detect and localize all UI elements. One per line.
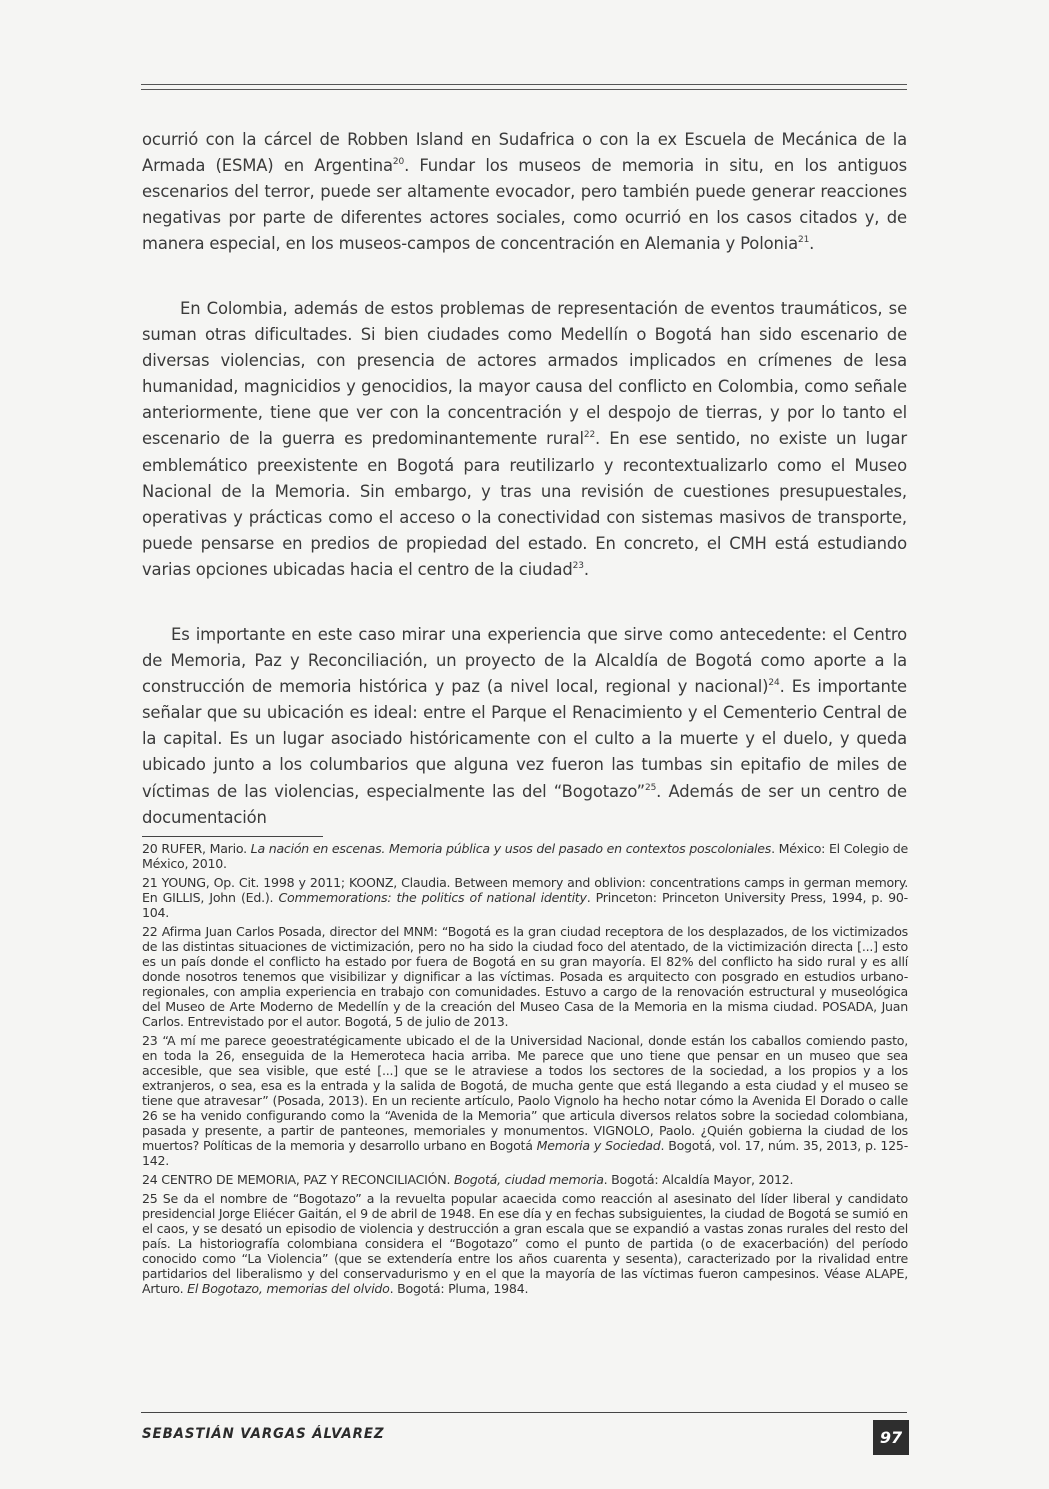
text-run: ocurrió con la cárcel de Robben Island en Sudafrica o con la ex Escuela de Mecánica de la Armada (ESMA) en Argentina bbox=[142, 130, 907, 176]
text-run: . Es importante señalar que su ubicación es ideal: entre el Parque el Renacimiento y el Cementerio Central de la capital. Es un lugar asociado históricamente con el culto a la muerte y el duelo, y queda ubicado junto a los columbarios que alguna vez fueron las tumbas sin epitafio de miles de víctimas de las violencias, especialmente las del “Bogotazo” bbox=[142, 677, 907, 801]
paragraph-2 bbox=[142, 296, 907, 583]
footnotes bbox=[142, 841, 908, 1300]
italic-title: La nación en escenas. Memoria pública y usos del pasado en contextos poscoloniales bbox=[250, 841, 772, 856]
text-run: En Colombia, además de estos problemas de representación de eventos traumáticos, se suman otras dificultades. Si bien ciudades como Medellín o Bogotá han sido escenario de diversas violencias, con presencia de actores armados implicados en crímenes de lesa humanidad, magnicidios y genocidios, la mayor causa del conflicto en Colombia, como señale anteriormente, tiene que ver con la concentración y el despojo de tierras, y por lo tanto el escenario de la guerra es predominantemente rural bbox=[142, 299, 907, 449]
header-rule-upper bbox=[141, 84, 907, 85]
paragraph-1 bbox=[142, 127, 907, 257]
footnote-ref: 20 bbox=[392, 157, 405, 168]
paragraph-3 bbox=[142, 622, 907, 831]
italic-title: Memoria y Sociedad bbox=[536, 1138, 661, 1153]
footnote-23 bbox=[142, 1033, 908, 1168]
page-number: 97 bbox=[873, 1420, 909, 1455]
footnote-22 bbox=[142, 924, 908, 1029]
footnote-ref: 25 bbox=[645, 782, 657, 793]
text-run: . bbox=[583, 559, 589, 579]
footnote-separator bbox=[142, 836, 323, 837]
footnote-ref: 24 bbox=[768, 678, 780, 689]
text-run: . bbox=[809, 234, 815, 254]
text-run: 25 Se da el nombre de “Bogotazo” a la revuelta popular acaecida como reacción al asesinato del líder liberal y candidato presidencial Jorge Eliécer Gaitán, el 9 de abril de 1948. En ese día y en fechas subsiguientes, la ciudad de Bogotá se sumió en el caos, y se desató un episodio de violencia y destrucción a gran escala que se expandió a vastas zonas rurales del resto del país. La historiografía colombiana considera el “Bogotazo” como el punto de partida (o de exacerbación) del período conocido como “La Violencia” (que se extendería entre los años cuarenta y sesenta), caracterizado por la rivalidad entre partidarios del liberalismo y del conservadurismo y en el que la mayoría de las víctimas fueron campesinos. Véase ALAPE, Arturo. bbox=[142, 1191, 908, 1296]
text-run: . Bogotá: Pluma, 1984. bbox=[389, 1281, 529, 1296]
italic-title: Bogotá, ciudad memoria bbox=[453, 1172, 604, 1187]
footer-author: SEBASTIÁN VARGAS ÁLVAREZ bbox=[142, 1426, 385, 1442]
text-run: 23 “A mí me parece geoestratégicamente ubicado el de la Universidad Nacional, donde están los caballos comiendo pasto, en toda la 26, enseguida de la Hemeroteca hacia arriba. Me parece que uno tiene que pensar en un museo que sea accesible, que sea visible, que esté [...] que se le atraviese a todos los sectores de la sociedad, a los propios y a los extranjeros, o sea, esa es la entrada y la salida de Bogotá, de mucha gente que está llegando a esta ciudad y el museo se tiene que atravesar” (Posada, 2013). En un reciente artículo, Paolo Vignolo ha hecho notar cómo la Avenida El Dorado o calle 26 se ha venido configurando como la “Avenida de la Memoria” que articula diversos relatos sobre la sociedad colombiana, pasada y presente, a partir de panteones, memoriales y monumentos. VIGNOLO, Paolo. ¿Quién gobierna la ciudad de los muertos? Políticas de la memoria y desarrollo urbano en Bogotá bbox=[142, 1033, 908, 1153]
text-run: . Princeton: Princeton University Press, 1994, p. 90-104. bbox=[142, 890, 908, 920]
text-run: . México: El Colegio de México, 2010. bbox=[142, 841, 909, 871]
footnote-24 bbox=[142, 1172, 908, 1187]
footnote-ref: 21 bbox=[798, 235, 810, 246]
text-run: . Fundar los museos de memoria in situ, en los antiguos escenarios del terror, puede ser altamente evocador, pero también puede generar reacciones negativas por parte de diferentes actores sociales, como ocurrió en los casos citados y, de manera especial, en los museos-campos de concentración en Alemania y Polonia bbox=[142, 156, 907, 254]
footnote-25 bbox=[142, 1191, 908, 1296]
footnote-21 bbox=[142, 875, 908, 920]
header-rule-lower bbox=[141, 89, 907, 90]
text-run: . Además de ser un centro de documentación bbox=[142, 781, 907, 827]
text-run: 22 Afirma Juan Carlos Posada, director del MNM: “Bogotá es la gran ciudad receptora de los desplazados, de los victimizados de las distintas situaciones de victimización, pero no ha sido la ciudad foco del atentado, de la victimización directa [...] esto es un país donde el conflicto ha estado por fuera de Bogotá en su gran mayoría. El 82% del conflicto ha sido rural y es allí donde nosotros tenemos que visibilizar y dignificar a las víctimas. Posada es arquitecto con posgrado en estudios urbano-regionales, con amplia experiencia en trabajo con comunidades. Estuvo a cargo de la renovación estructural y museológica del Museo de Arte Moderno de Medellín y de la creación del Museo Casa de la Memoria en la misma ciudad. POSADA, Juan Carlos. Entrevistado por el autor. Bogotá, 5 de julio de 2013. bbox=[142, 924, 908, 1029]
text-run: . En ese sentido, no existe un lugar emblemático preexistente en Bogotá para reutilizarlo y recontextualizarlo como el Museo Nacional de la Memoria. Sin embargo, y tras una revisión de cuestiones presupuestales, operativas y prácticas como el acceso o la conectividad con sistemas masivos de transporte, puede pensarse en predios de propiedad del estado. En concreto, el CMH está estudiando varias opciones ubicadas hacia el centro de la ciudad bbox=[142, 429, 907, 579]
text-run: . Bogotá: Alcaldía Mayor, 2012. bbox=[603, 1172, 794, 1187]
text-run: . Bogotá, vol. 17, núm. 35, 2013, p. 125-142. bbox=[142, 1138, 908, 1168]
text-run: 21 YOUNG, Op. Cit. 1998 y 2011; KOONZ, Claudia. Between memory and oblivion: concentrations camps in german memory. En GILLIS, John (Ed.). bbox=[142, 875, 908, 905]
text-run: Es importante en este caso mirar una experiencia que sirve como antecedente: el Centro de Memoria, Paz y Reconciliación, un proyecto de la Alcaldía de Bogotá como aporte a la construcción de memoria histórica y paz (a nivel local, regional y nacional) bbox=[142, 625, 907, 697]
italic-title: El Bogotazo, memorias del olvido bbox=[187, 1281, 390, 1296]
italic-title: Commemorations: the politics of national identity bbox=[278, 890, 587, 905]
footnote-20 bbox=[142, 841, 908, 871]
text-run: 20 RUFER, Mario. bbox=[142, 841, 251, 856]
footnote-ref: 22 bbox=[583, 430, 596, 441]
text-run: 24 CENTRO DE MEMORIA, PAZ Y RECONCILIACIÓN. bbox=[142, 1172, 454, 1187]
footer-rule bbox=[141, 1412, 907, 1413]
footnote-ref: 23 bbox=[572, 560, 584, 571]
